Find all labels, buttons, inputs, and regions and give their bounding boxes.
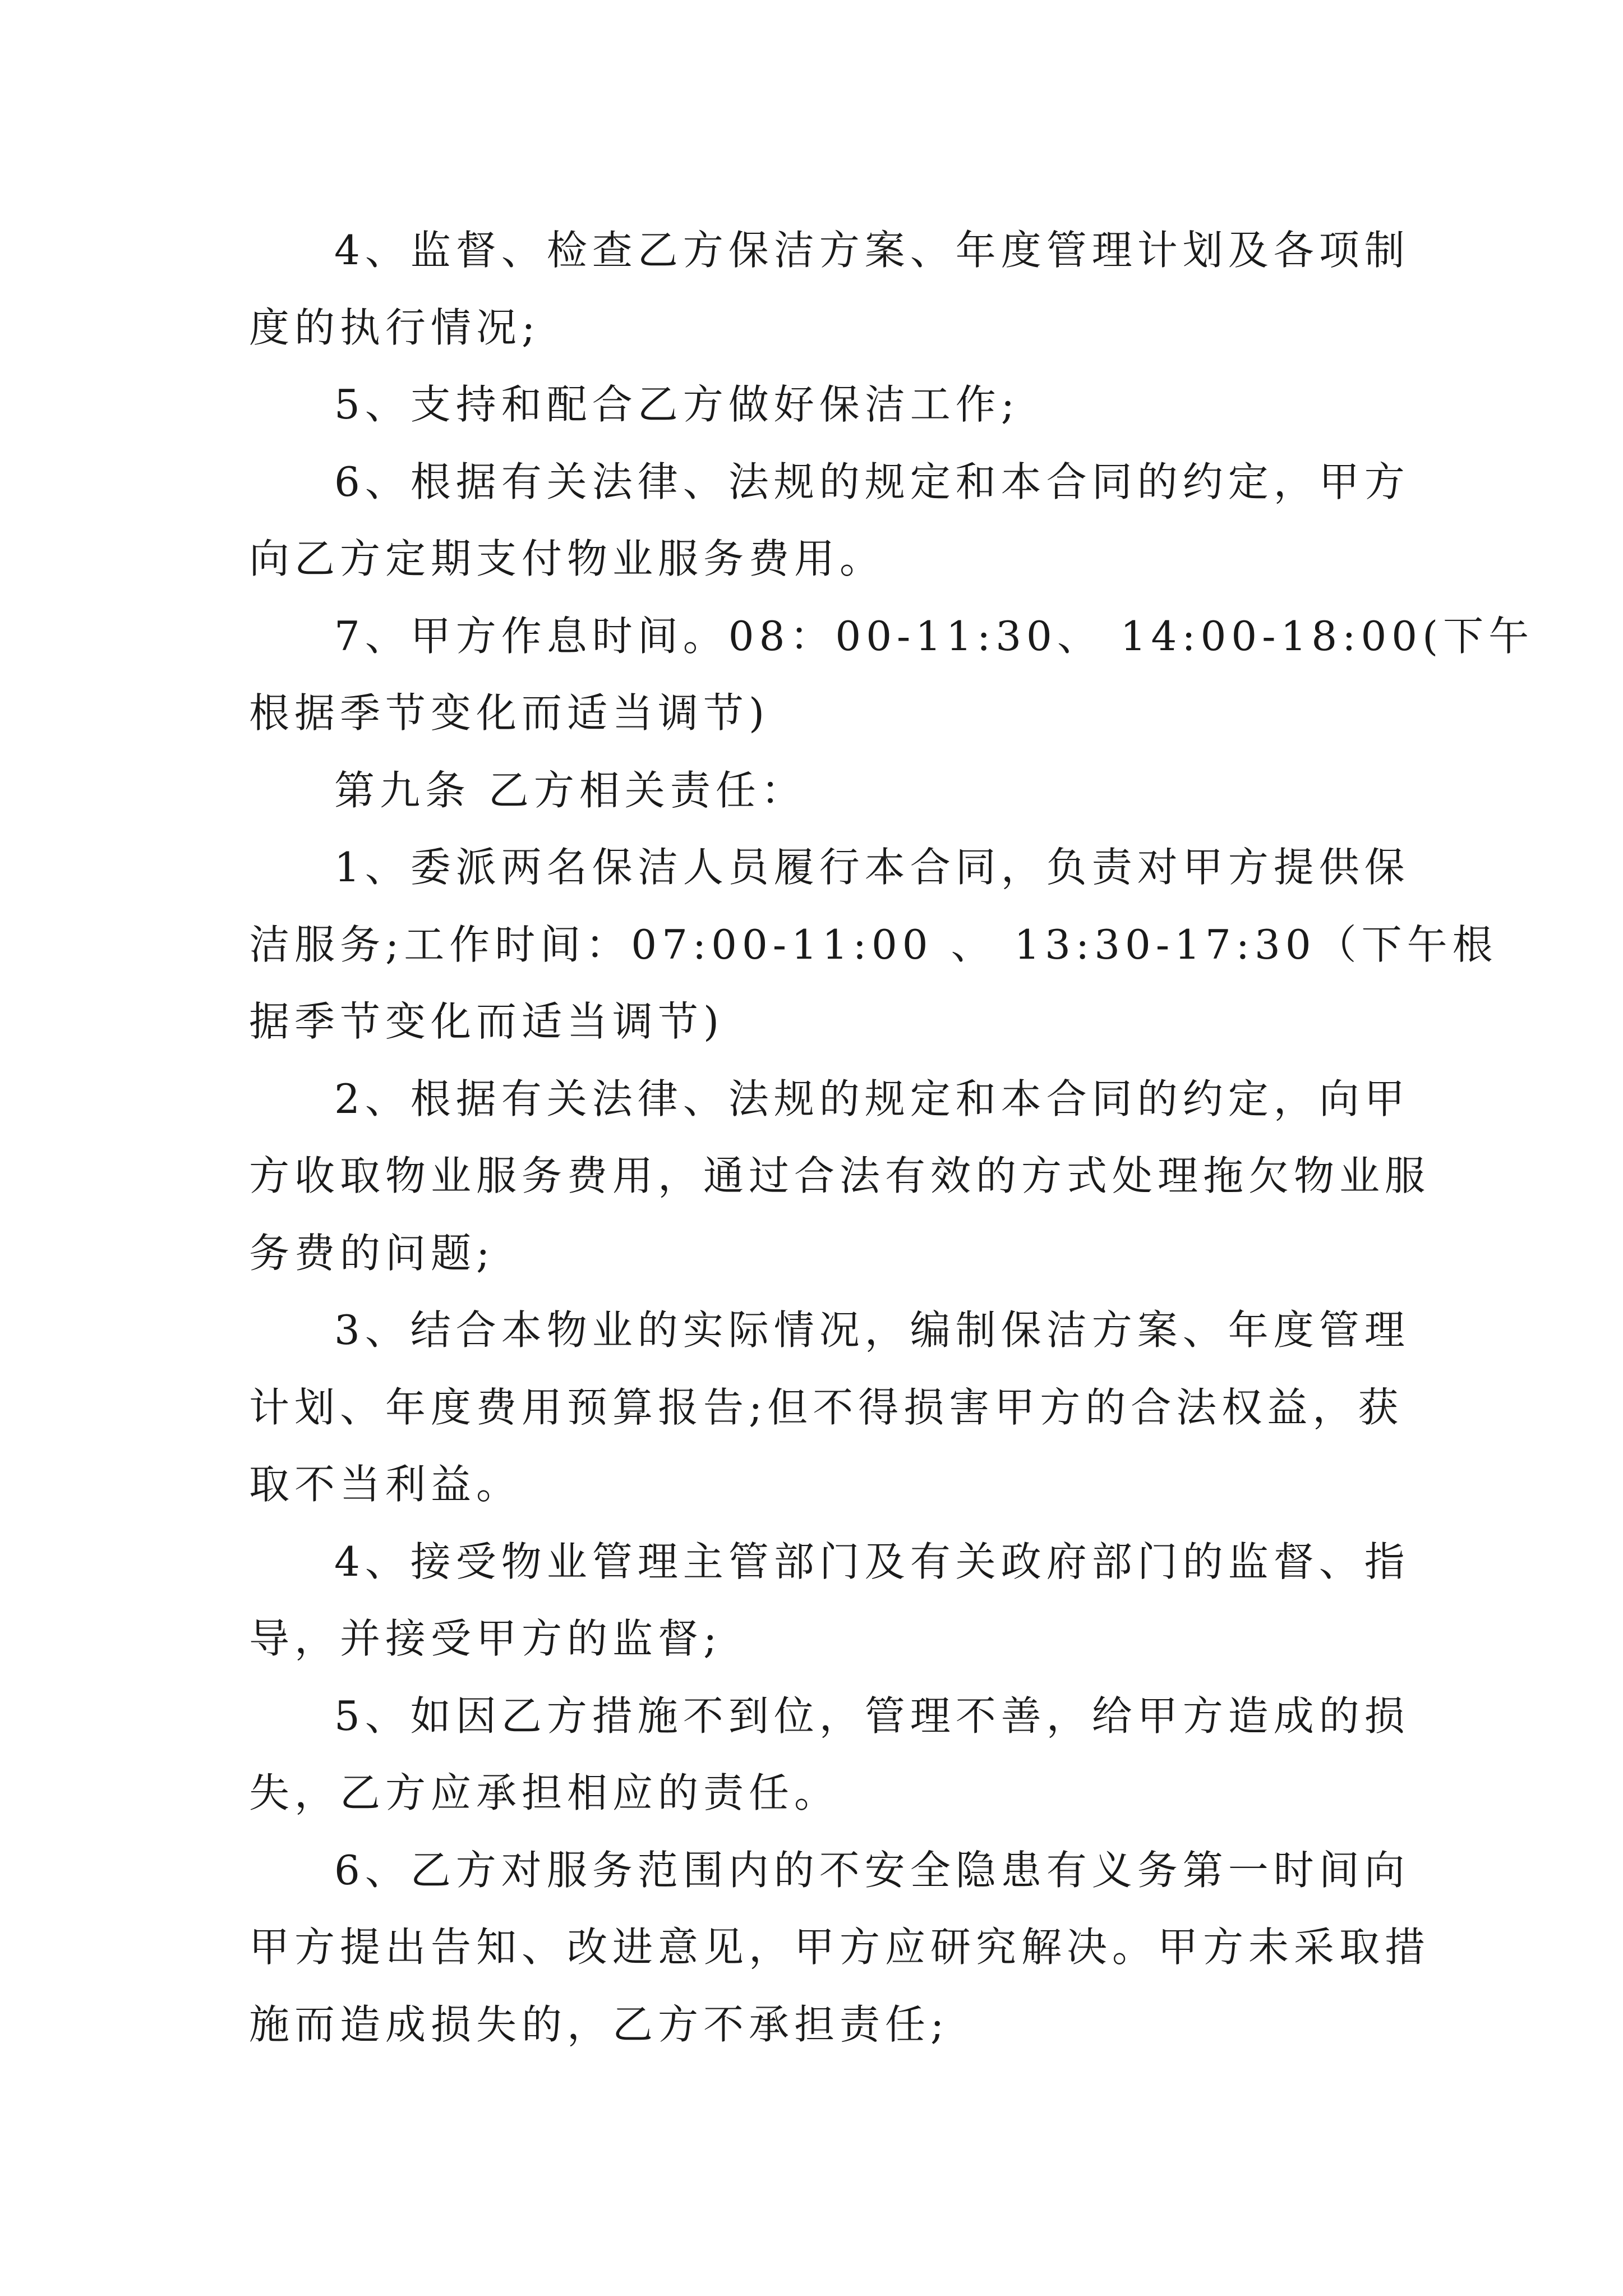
text-line: 计划、年度费用预算报告;但不得损害甲方的合法权益，获 (249, 1383, 1404, 1431)
text-line: 第九条 乙方相关责任： (334, 766, 806, 814)
text-line: 取不当利益。 (249, 1461, 522, 1508)
paragraph-party-b-duty-6 (249, 1832, 1431, 2064)
text-line: 根据季节变化而适当调节) (249, 689, 770, 737)
text-line: 5、如因乙方措施不到位，管理不善，给甲方造成的损 (334, 1692, 1410, 1740)
text-line: 4、接受物业管理主管部门及有关政府部门的监督、指 (334, 1538, 1410, 1585)
text-line: 方收取物业服务费用，通过合法有效的方式处理拖欠物业服 (249, 1152, 1431, 1199)
paragraph-party-a-duty-5 (249, 366, 1393, 444)
text-line: 6、根据有关法律、法规的规定和本合同的约定，甲方 (334, 458, 1410, 505)
paragraph-party-b-duty-1 (249, 829, 1498, 1061)
text-line: 导，并接受甲方的监督; (249, 1615, 722, 1662)
text-line: 施而造成损失的，乙方不承担责任; (249, 2000, 949, 2048)
text-line: 3、结合本物业的实际情况，编制保洁方案、年度管理 (334, 1306, 1410, 1354)
text-line: 7、甲方作息时间。08：00-11:30、 14:00-18:00(下午 (334, 612, 1534, 660)
text-line: 洁服务;工作时间：07:00-11:00 、 13:30-17:30（下午根 (249, 921, 1498, 968)
text-line: 1、委派两名保洁人员履行本合同，负责对甲方提供保 (334, 844, 1410, 891)
text-line: 甲方提出告知、改进意见，甲方应研究解决。甲方未采取措 (249, 1924, 1431, 1971)
paragraph-party-a-duty-4 (249, 212, 1410, 366)
text-line: 4、监督、检查乙方保洁方案、年度管理计划及各项制 (334, 227, 1410, 274)
text-line: 度的执行情况; (249, 303, 541, 351)
paragraph-party-b-duty-5 (249, 1678, 1410, 1832)
paragraph-article-9-heading (249, 752, 1393, 830)
paragraph-party-a-duty-6 (249, 444, 1410, 598)
text-line: 5、支持和配合乙方做好保洁工作; (334, 381, 1020, 428)
document-body (249, 212, 1534, 2063)
text-line: 向乙方定期支付物业服务费用。 (249, 535, 886, 582)
text-line: 2、根据有关法律、法规的规定和本合同的约定，向甲 (334, 1075, 1410, 1122)
text-line: 据季节变化而适当调节) (249, 998, 725, 1045)
text-line: 务费的问题; (249, 1229, 495, 1277)
text-line: 失，乙方应承担相应的责任。 (249, 1769, 840, 1816)
paragraph-party-b-duty-4 (249, 1524, 1410, 1678)
paragraph-party-b-duty-2 (249, 1061, 1431, 1292)
paragraph-party-b-duty-3 (249, 1292, 1410, 1524)
text-line: 6、乙方对服务范围内的不安全隐患有义务第一时间向 (334, 1846, 1410, 1894)
paragraph-party-a-duty-7 (249, 598, 1534, 752)
